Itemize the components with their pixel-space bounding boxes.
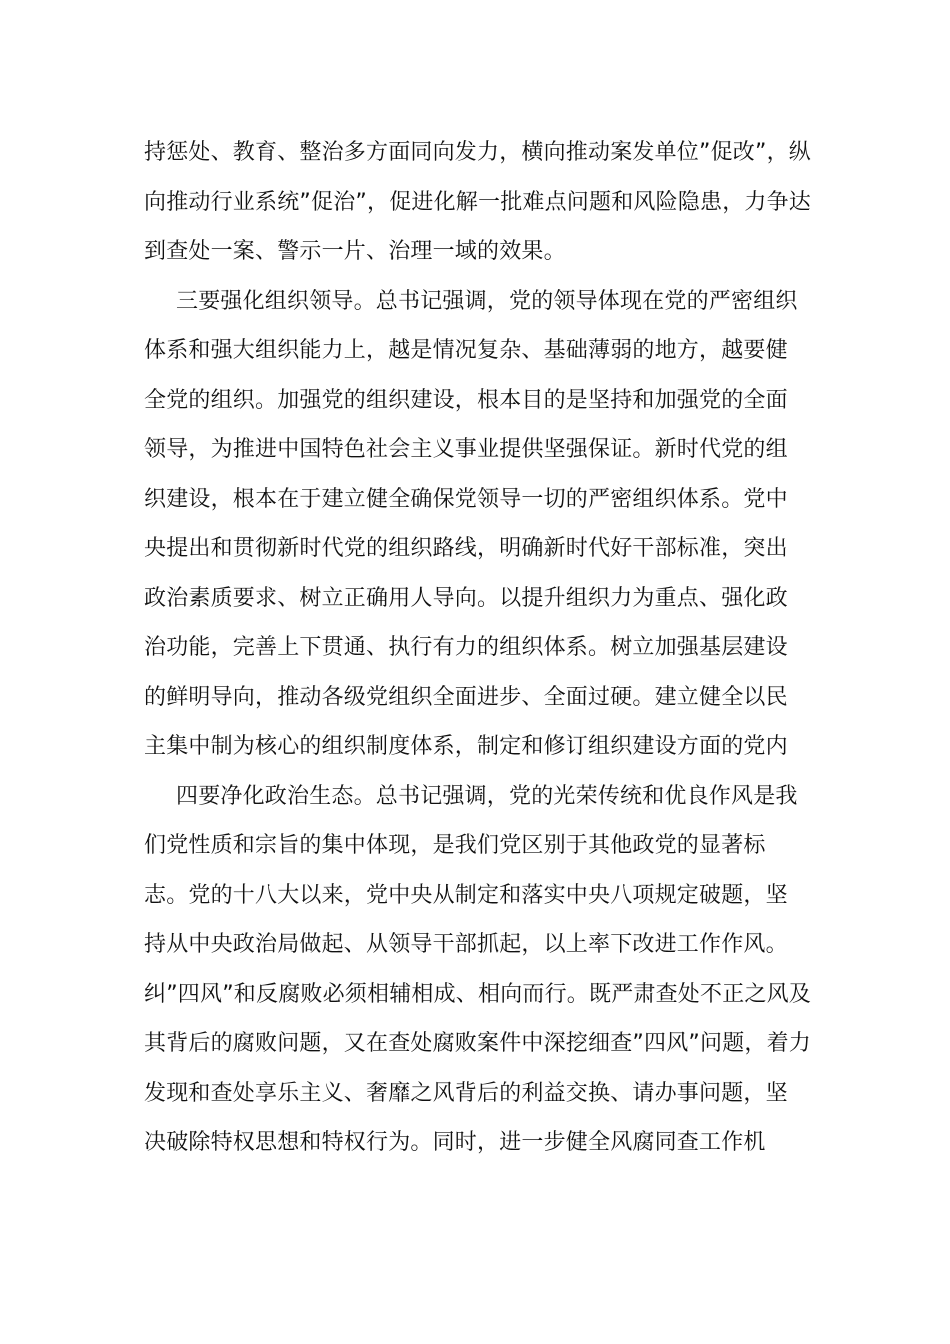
text-line: 政治素质要求、树立正确用人导向。以提升组织力为重点、强化政: [144, 585, 788, 611]
text-line: 志。党的十八大以来，党中央从制定和落实中央八项规定破题，坚: [144, 882, 788, 908]
text-line: 持从中央政治局做起、从领导干部抓起，以上率下改进工作作风。: [144, 932, 788, 957]
text-line: 织建设，根本在于建立健全确保党领导一切的严密组织体系。党中: [144, 486, 788, 512]
text-line: 决破除特权思想和特权行为。同时，进一步健全风腐同查工作机: [144, 1130, 766, 1155]
text-line: 发现和查处享乐主义、奢靡之风背后的利益交换、请办事问题，坚: [144, 1080, 788, 1106]
text-line: 向推动行业系统”促治”，促进化解一批难点问题和风险隐患，力争达: [144, 189, 811, 215]
text-line: 纠”四风”和反腐败必须相辅相成、相向而行。既严肃查处不正之风及: [144, 981, 811, 1007]
text-line: 们党性质和宗旨的集中体现，是我们党区别于其他政党的显著标: [144, 833, 766, 858]
text-line: 三要强化组织领导。总书记强调，党的领导体现在党的严密组织: [176, 288, 798, 314]
text-line: 持惩处、教育、整治多方面同向发力，横向推动案发单位”促改”，纵: [144, 140, 811, 165]
text-line: 治功能，完善上下贯通、执行有力的组织体系。树立加强基层建设: [144, 635, 788, 660]
document-body: [144, 128, 811, 1168]
text-line: 主集中制为核心的组织制度体系，制定和修订组织建设方面的党内: [144, 734, 788, 759]
paragraph-1: [144, 128, 811, 277]
text-line: 领导，为推进中国特色社会主义事业提供坚强保证。新时代党的组: [144, 437, 788, 462]
text-line: 央提出和贯彻新时代党的组织路线，明确新时代好干部标准，突出: [144, 536, 788, 561]
text-line: 到查处一案、警示一片、治理一域的效果。: [144, 239, 566, 264]
paragraph-2: [144, 277, 808, 772]
paragraph-3: [144, 772, 811, 1168]
text-line: 全党的组织。加强党的组织建设，根本目的是坚持和加强党的全面: [144, 387, 788, 413]
text-line: 体系和强大组织能力上，越是情况复杂、基础薄弱的地方，越要健: [144, 338, 788, 363]
text-line: 的鲜明导向，推动各级党组织全面进步、全面过硬。建立健全以民: [144, 684, 788, 710]
text-line: 其背后的腐败问题，又在查处腐败案件中深挖细查”四风”问题，着力: [144, 1031, 811, 1056]
text-line: 四要净化政治生态。总书记强调，党的光荣传统和优良作风是我: [176, 783, 798, 809]
